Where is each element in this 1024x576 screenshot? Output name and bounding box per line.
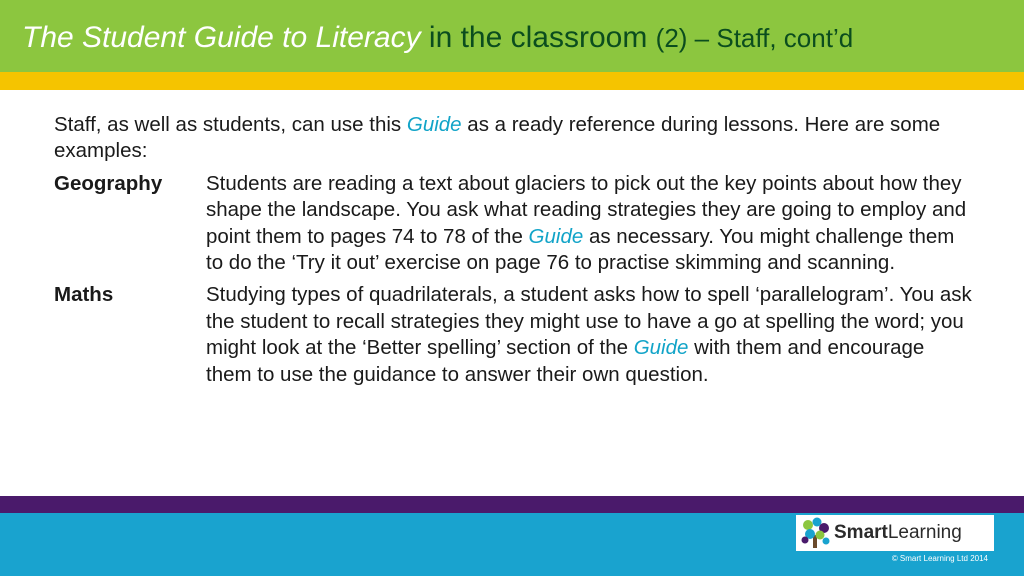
- purple-band: [0, 496, 1024, 513]
- copyright-notice: © Smart Learning Ltd 2014: [891, 554, 988, 563]
- example-row-maths: [54, 282, 974, 388]
- example-text-after: with them and encourage them to use the guidance to answer their own question.: [206, 336, 925, 386]
- slide-footer: [0, 513, 1024, 576]
- logo-wordmark: [834, 522, 962, 544]
- tree-logo-icon: [800, 517, 830, 549]
- intro-text-before: Staff, as well as students, can use this: [54, 113, 407, 136]
- logo-smart-text: Smart: [834, 522, 888, 543]
- example-text-before: Studying types of quadrilaterals, a student asks how to spell ‘parallelogram’. You ask the student to recall strategies they might use to have a go at spelling the word; you might look at the ‘Better spelling’ section of the: [206, 283, 972, 360]
- title-main-part: in the classroom: [420, 21, 656, 54]
- intro-guide-word: Guide: [406, 113, 462, 136]
- intro-text-after: as a ready reference during lessons. Here are some examples:: [54, 113, 941, 163]
- example-text-before: Students are reading a text about glaciers to pick out the key points about how they shape the landscape. You ask what reading strategies they are going to employ and point them to pages 74 to 78 of the: [206, 171, 967, 248]
- slide-header: [0, 0, 1024, 72]
- example-text: [206, 171, 974, 277]
- intro-paragraph: [54, 112, 974, 165]
- title-italic-part: The Student Guide to Literacy: [22, 21, 421, 54]
- example-label: Maths: [54, 283, 114, 307]
- yellow-stripe: [0, 72, 1024, 90]
- example-text: [206, 282, 974, 388]
- slide-title: [22, 20, 853, 56]
- example-label: Geography: [54, 171, 163, 195]
- title-suffix-part: (2) – Staff, cont’d: [655, 23, 854, 53]
- smart-learning-logo: [796, 515, 994, 551]
- example-guide-word: Guide: [528, 224, 584, 248]
- logo-learning-text: Learning: [887, 522, 962, 543]
- example-row-geography: [54, 171, 974, 277]
- example-guide-word: Guide: [633, 336, 689, 360]
- example-text-after: as necessary. You might challenge them to do the ‘Try it out’ exercise on page 76 to practise skimming and scanning.: [206, 224, 955, 275]
- slide-body: [54, 112, 974, 394]
